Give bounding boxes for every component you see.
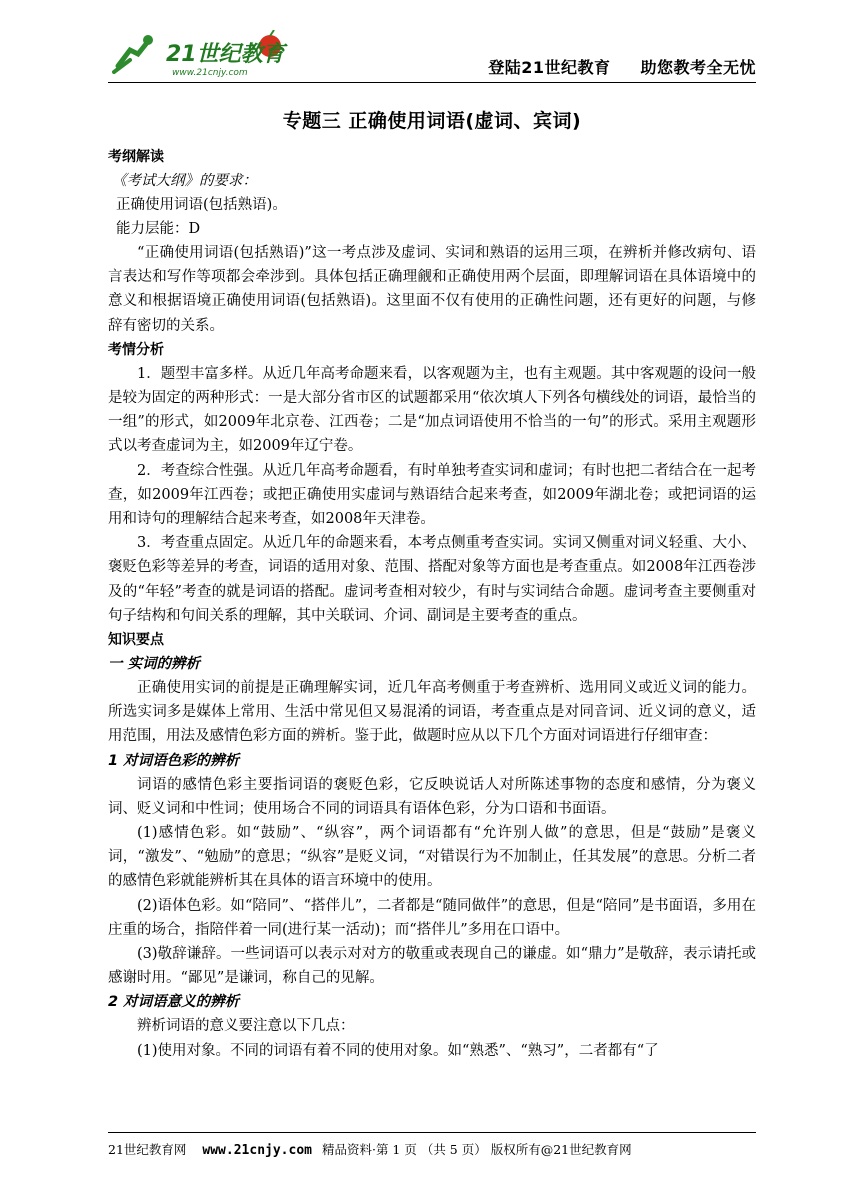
footer-rule <box>108 1132 756 1133</box>
body-paragraph: (1)使用对象。不同的词语有着不同的使用对象。如“熟悉”、“熟习”，二者都有“了 <box>137 1042 659 1059</box>
body-paragraph: (1)感情色彩。如“鼓励”、“纵容”，两个词语都有“允许别人做”的意思，但是“鼓励”是褒义词，“激发”、“勉励”的意思；“纵容”是贬义词，“对错误行为不加制止，任其发展”的意思。分析二者的感情色彩就能辨析其在具体的语言环境中的使用。 <box>108 825 756 890</box>
subsection-heading: 1 对词语色彩的辨析 <box>108 752 240 769</box>
body-paragraph: 3．考查重点固定。从近几年的命题来看，本考点侧重考查实词。实词又侧重对词义轻重、大小、褒贬色彩等差异的考查，词语的适用对象、范围、搭配对象等方面也是考查重点。如2008年江西卷涉及的“年轻”考查的就是词语的搭配。虚词考查相对较少，有时与实词结合命题。虚词考查主要侧重对句子结构和句间关系的理解，其中关联词、介词、副词是主要考查的重点。 <box>108 535 756 624</box>
body-paragraph: 1．题型丰富多样。从近几年高考命题来看，以客观题为主，也有主观题。其中客观题的设问一般是较为固定的两种形式：一是大部分省市区的试题都采用“依次填人下列各句横线处的词语，最恰当的一组”的形式，如2009年北京卷、江西卷；二是“加点词语使用不恰当的一句”的形式。采用主观题形式以考查虚词为主，如2009年辽宁卷。 <box>108 365 756 455</box>
footer-page-info: 精品资料·第 1 页 （共 5 页） 版权所有@21世纪教育网 <box>321 1142 632 1157</box>
body-paragraph: 正确使用实词的前提是正确理解实词，近几年高考侧重于考查辨析、选用同义或近义词的能力。所选实词多是媒体上常用、生活中常见但又易混淆的词语，考查重点是对同音词、近义词的意义，适用范围，用法及感情色彩方面的辨析。鉴于此，做题时应从以下几个方面对词语进行仔细审查： <box>108 680 756 745</box>
footer-url[interactable]: www.21cnjy.com <box>202 1143 312 1158</box>
page-title: 专题三 正确使用词语(虚词、宾词) <box>282 110 582 132</box>
body-paragraph: 辨析词语的意义要注意以下几点： <box>137 1018 355 1035</box>
outline-line: 《考试大纲》的要求： <box>112 173 257 189</box>
body-paragraph: 2．考查综合性强。从近几年高考命题看，有时单独考查实词和虚词；有时也把二者结合在一起考查，如2009年江西卷；或把正确使用实虚词与熟语结合起来考查，如2009年湖北卷；或把词语的运用和诗句的理解结合起来考查，如2008年天津卷。 <box>108 462 756 528</box>
body-paragraph: “正确使用词语(包括熟语)”这一考点涉及虚词、实词和熟语的运用三项，在辨析并修改病句、语言表达和写作等项都会牵涉到。具体包括正确理觎和正确使用两个层面，即理解词语在具体语境中的意义和根据语境正确使用词语(包括熟语)。这里面不仅有使用的正确性问题，还有更好的问题，与修辞有密切的关系。 <box>108 245 756 334</box>
subsection-heading: 一 实词的辨析 <box>108 656 201 673</box>
section-heading-outline: 考纲解读 <box>108 149 164 165</box>
body-paragraph: (2)语体色彩。如“陪同”、“搭伴儿”，二者都是“随同做伴”的意思，但是“陪同”是书面语，多用在庄重的场合，指陪伴着一同(进行某一活动)；而“搭伴儿”多用在口语中。 <box>108 897 756 938</box>
site-logo <box>108 30 308 80</box>
subsection-heading: 2 对词语意义的辨析 <box>108 994 240 1011</box>
slogan-right: 助您教考全无忧 <box>640 58 756 77</box>
body-paragraph: 词语的感情色彩主要指词语的褒贬色彩，它反映说话人对所陈述事物的态度和感情，分为褒义词、贬义词和中性词；使用场合不同的词语具有语体色彩，分为口语和书面语。 <box>108 776 756 817</box>
runner-icon <box>118 44 146 66</box>
footer-site: 21世纪教育网 <box>108 1142 187 1157</box>
header-slogan <box>488 55 756 78</box>
header-rule <box>108 82 756 83</box>
outline-line: 能力层能：D <box>116 221 201 237</box>
outline-line: 正确使用词语(包括熟语)。 <box>116 197 287 213</box>
svg-text:www.21cnjy.com: www.21cnjy.com <box>172 68 248 78</box>
section-heading-analysis: 考情分析 <box>108 341 164 358</box>
document-body <box>108 100 756 1063</box>
svg-text:21世纪教育: 21世纪教育 <box>166 42 285 67</box>
page-footer <box>108 1140 756 1158</box>
section-heading-knowledge: 知识要点 <box>108 632 164 649</box>
page-header <box>108 30 756 82</box>
body-paragraph: (3)敬辞谦辞。一些词语可以表示对对方的敬重或表现自己的谦虚。如“鼎力”是敬辞，表示请托或感谢时用。“鄙见”是谦词，称自己的见解。 <box>108 946 756 987</box>
slogan-left: 登陆21世纪教育 <box>488 58 611 77</box>
